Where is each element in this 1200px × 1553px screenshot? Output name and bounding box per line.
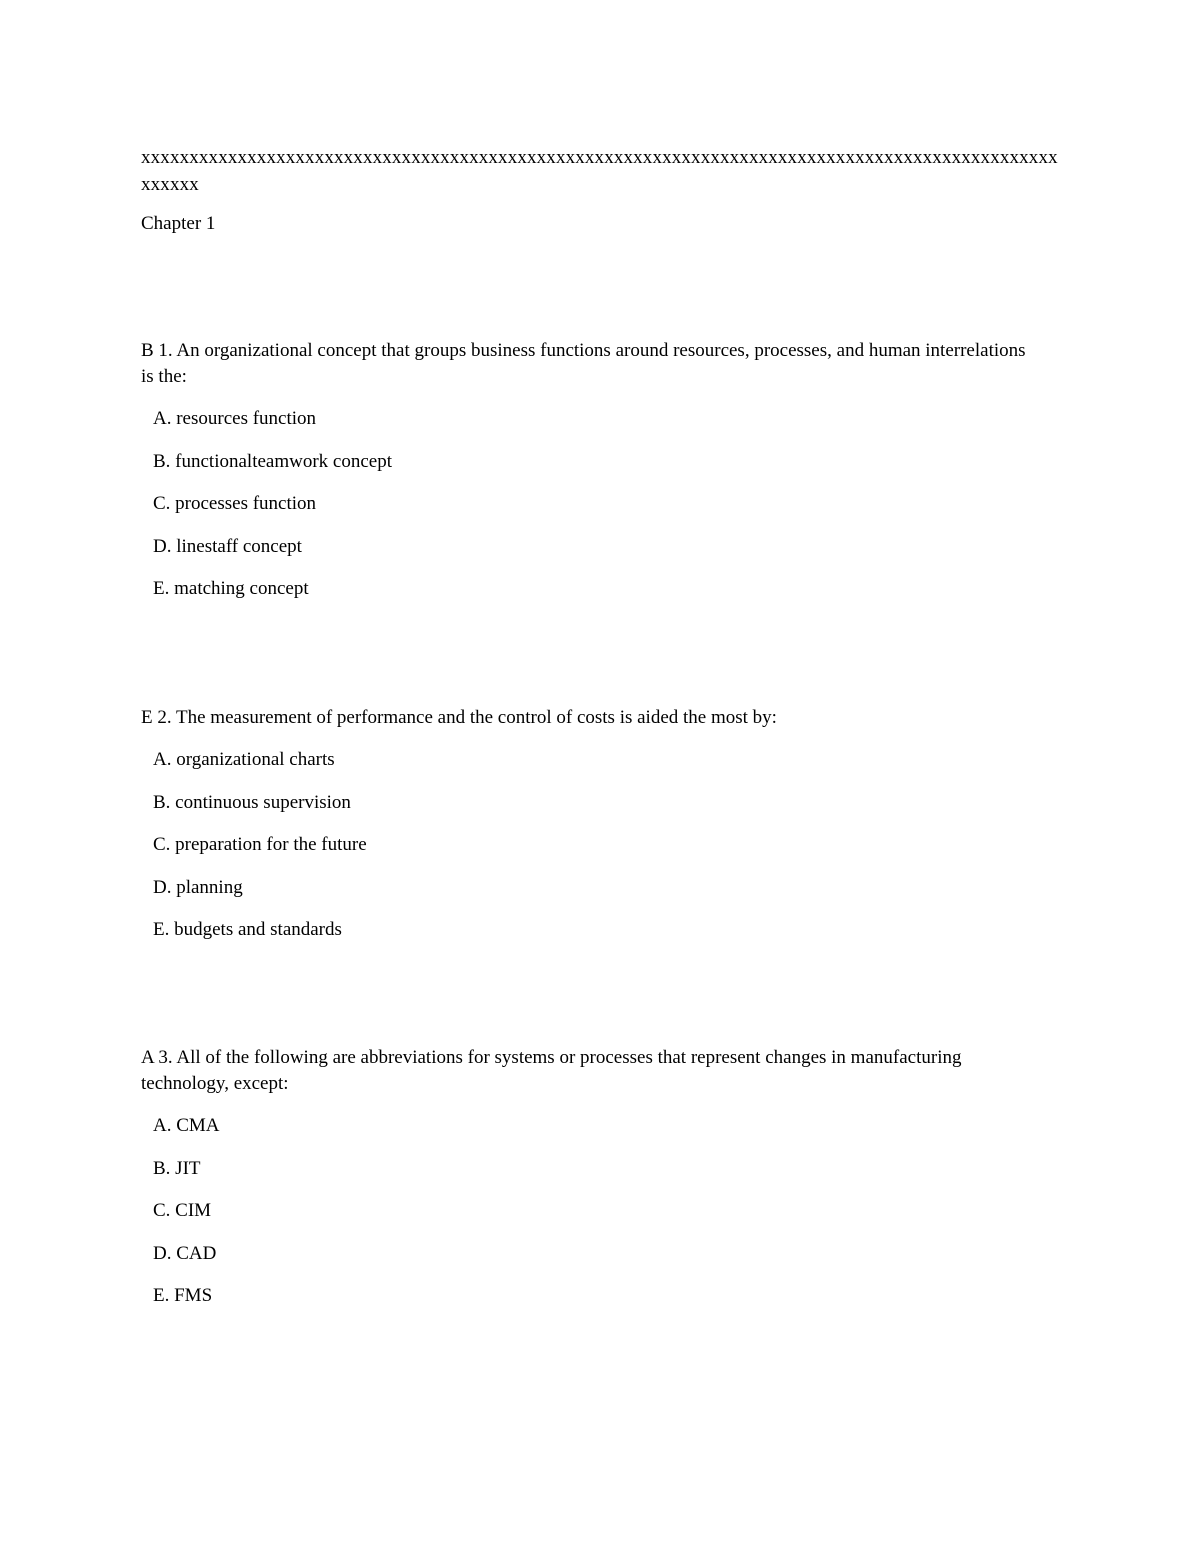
option-list — [141, 747, 1041, 960]
option-e: E. budgets and standards — [153, 919, 342, 940]
option-d: D. planning — [153, 876, 243, 898]
option-e: E. matching concept — [153, 578, 309, 599]
header-placeholder-text: xxxxxxxxxxxxxxxxxxxxxxxxxxxxxxxxxxxxxxxxxxxxxxxxxxxxxxxxxxxxxxxxxxxxxxxxxxxxxxxxxxxxxxxxxxxxxxxxxxxxx — [141, 147, 1058, 195]
option-a: A. resources function — [153, 408, 317, 429]
question-text: A 3. All of the following are abbreviations for systems or processes that represent changes in manufacturing technology, except: — [141, 1047, 962, 1094]
option-c: C. preparation for the future — [153, 834, 367, 855]
option-d: D. CAD — [153, 1242, 217, 1264]
question-3 — [141, 1045, 1041, 1326]
option-a: A. organizational charts — [153, 749, 335, 770]
option-d: D. linestaff concept — [153, 535, 302, 557]
option-c: C. processes function — [153, 493, 317, 514]
option-a: A. CMA — [153, 1115, 220, 1136]
question-text: B 1. An organizational concept that groups business functions around resources, processes, and human interrelations is the: — [141, 340, 1026, 387]
option-e: E. FMS — [153, 1285, 213, 1306]
option-b: B. continuous supervision — [153, 791, 351, 813]
question-text: E 2. The measurement of performance and the control of costs is aided the most by: — [141, 707, 777, 728]
option-b: B. functionalteamwork concept — [153, 450, 393, 472]
option-c: C. CIM — [153, 1200, 212, 1221]
option-b: B. JIT — [153, 1157, 201, 1179]
option-list — [141, 406, 1041, 619]
question-1 — [141, 338, 1041, 619]
option-list — [141, 1113, 1041, 1326]
chapter-title: Chapter 1 — [141, 213, 216, 234]
question-2 — [141, 705, 1041, 960]
